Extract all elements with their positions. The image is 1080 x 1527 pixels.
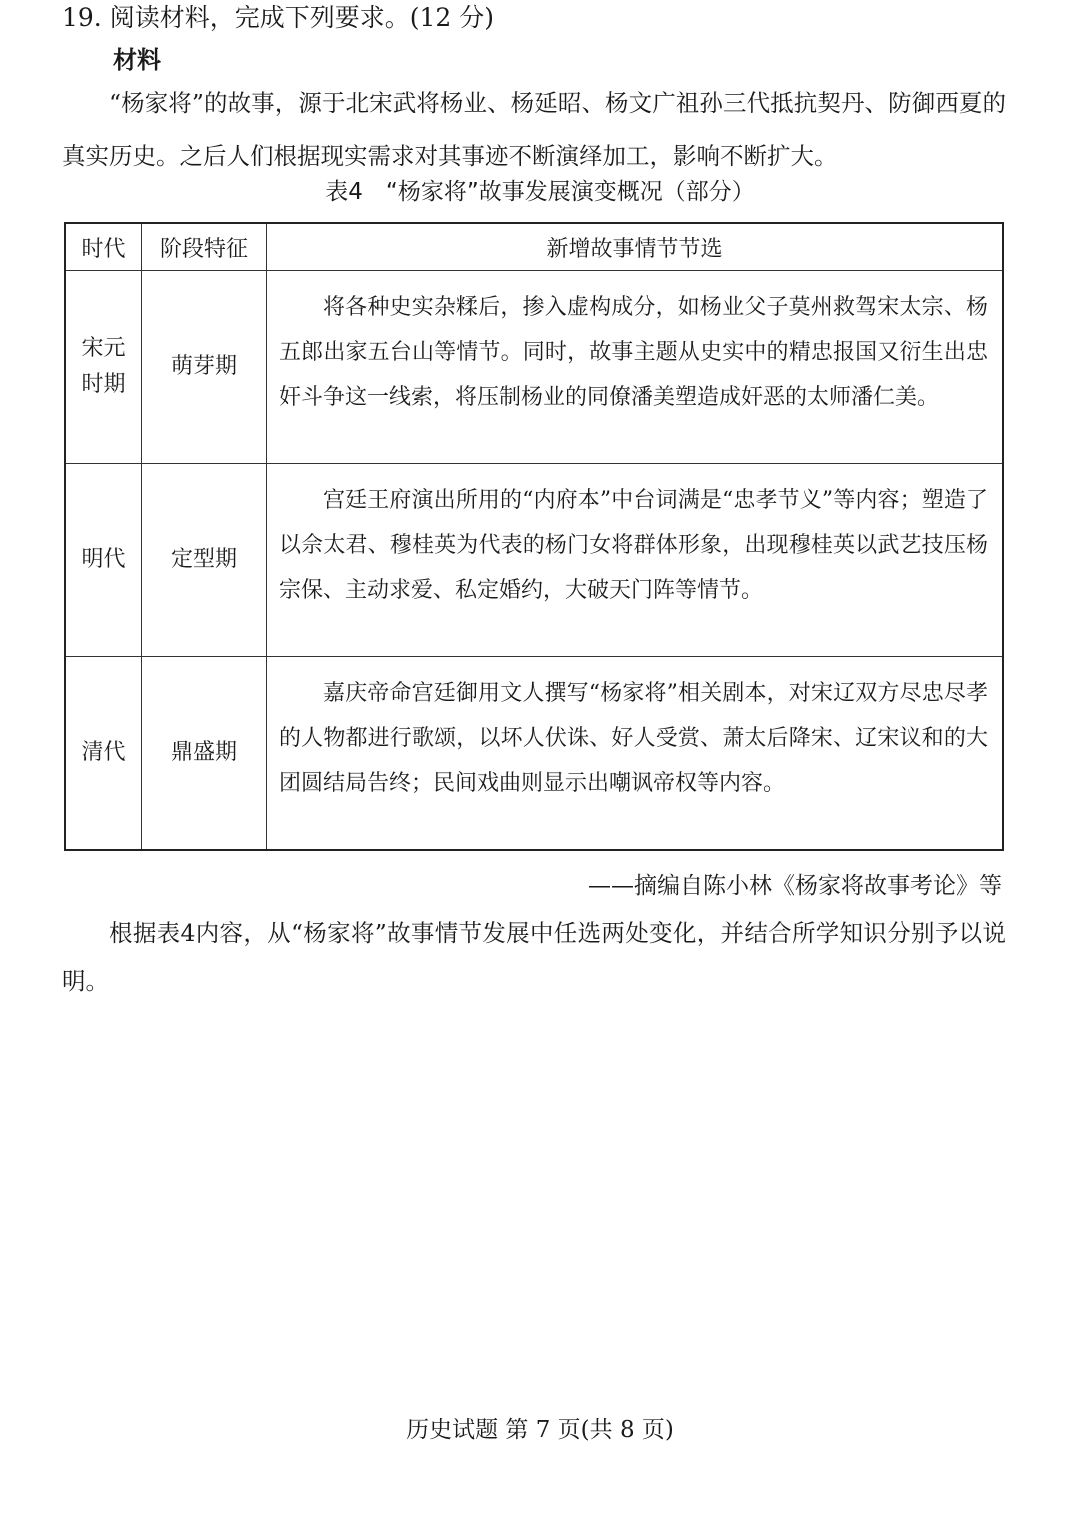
source-citation: ——摘编自陈小林《杨家将故事考论》等 [588,873,1002,899]
table-row [65,271,1003,464]
question-header: 19. 阅读材料，完成下列要求。(12 分) [62,3,494,32]
page-footer: 历史试题 第 7 页(共 8 页) [406,1417,674,1443]
stage-cell: 萌芽期 [142,271,267,464]
material-paragraph: “杨家将”的故事，源于北宋武将杨业、杨延昭、杨文广祖孙三代抵抗契丹、防御西夏的真实历史。之后人们根据现实需求对其事迹不断演绎加工，影响不断扩大。 [62,89,1006,170]
story-evolution-table [64,222,1004,851]
detail-cell: 宫廷王府演出所用的“内府本”中台词满是“忠孝节义”等内容；塑造了以佘太君、穆桂英为代表的杨门女将群体形象，出现穆桂英以武艺技压杨宗保、主动求爱、私定婚约，大破天门阵等情节。 [267,464,1004,657]
table-caption: 表4 “杨家将”故事发展演变概况（部分） [325,179,755,205]
header-detail: 新增故事情节节选 [267,223,1004,271]
stage-cell: 定型期 [142,464,267,657]
detail-cell: 嘉庆帝命宫廷御用文人撰写“杨家将”相关剧本，对宋辽双方尽忠尽孝的人物都进行歌颂，以坏人伏诛、好人受赏、萧太后降宋、辽宋议和的大团圆结局告终；民间戏曲则显示出嘲讽帝权等内容。 [267,657,1004,851]
era-text: 宋元时期 [81,336,126,397]
header-era: 时代 [65,223,142,271]
question-prompt: 根据表4内容，从“杨家将”故事情节发展中任选两处变化，并结合所学知识分别予以说明。 [62,919,1006,995]
era-cell: 清代 [65,657,142,851]
stage-cell: 鼎盛期 [142,657,267,851]
table-header-row [65,223,1003,271]
era-cell [65,271,142,464]
table-row [65,657,1003,851]
material-label: 材料 [113,46,161,74]
table-row [65,464,1003,657]
era-cell: 明代 [65,464,142,657]
header-stage: 阶段特征 [142,223,267,271]
detail-cell: 将各种史实杂糅后，掺入虚构成分，如杨业父子莫州救驾宋太宗、杨五郎出家五台山等情节。同时，故事主题从史实中的精忠报国又衍生出忠奸斗争这一线索，将压制杨业的同僚潘美塑造成奸恶的太师潘仁美。 [267,271,1004,464]
